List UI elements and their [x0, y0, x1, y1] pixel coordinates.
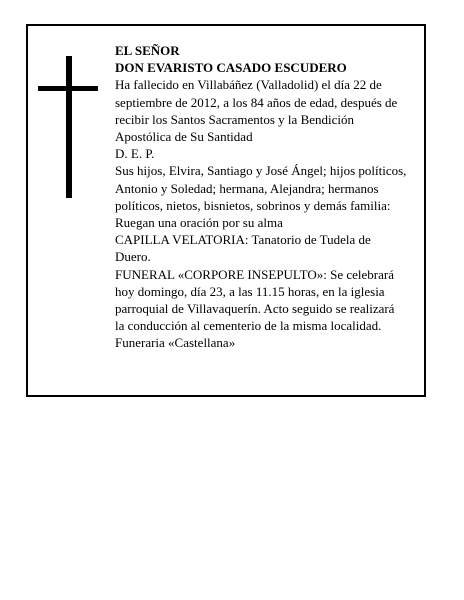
cross-horizontal-bar — [38, 86, 98, 91]
text-line: Sus hijos, Elvira, Santiago y José Ángel; hijos políticos, — [115, 163, 407, 179]
text-line: Ha fallecido en Villabáñez (Valladolid) el día 22 de — [115, 77, 382, 93]
text-line: Antonio y Soledad; hermana, Alejandra; hermanos — [115, 180, 379, 196]
deceased-name: DON EVARISTO CASADO ESCUDERO — [115, 60, 347, 76]
text-line: parroquial de Villavaquerín. Acto seguido se realizará — [115, 301, 395, 317]
text-line: septiembre de 2012, a los 84 años de edad, después de — [115, 94, 398, 110]
text-line: la conducción al cementerio de la misma localidad. — [115, 318, 382, 334]
text-line: D. E. P. — [115, 146, 155, 162]
text-line: Funeraria «Castellana» — [115, 335, 236, 351]
text-line: políticos, nietos, bisnietos, sobrinos y demás familia: — [115, 197, 391, 213]
cross-vertical-bar — [66, 56, 72, 198]
text-line: Duero. — [115, 249, 151, 265]
text-line: FUNERAL «CORPORE INSEPULTO»: Se celebrará — [115, 266, 395, 282]
cross-icon — [38, 56, 98, 198]
obituary-header: EL SEÑOR — [115, 43, 180, 58]
text-line: recibir los Santos Sacramentos y la Bendición — [115, 111, 355, 127]
text-line: hoy domingo, día 23, a las 11.15 horas, en la iglesia — [115, 283, 385, 299]
text-line: CAPILLA VELATORIA: Tanatorio de Tudela de — [115, 232, 371, 248]
obituary-text — [115, 42, 415, 352]
text-line: Apostólica de Su Santidad — [115, 129, 253, 145]
obituary-notice — [26, 24, 426, 397]
text-line: Ruegan una oración por su alma — [115, 215, 283, 231]
